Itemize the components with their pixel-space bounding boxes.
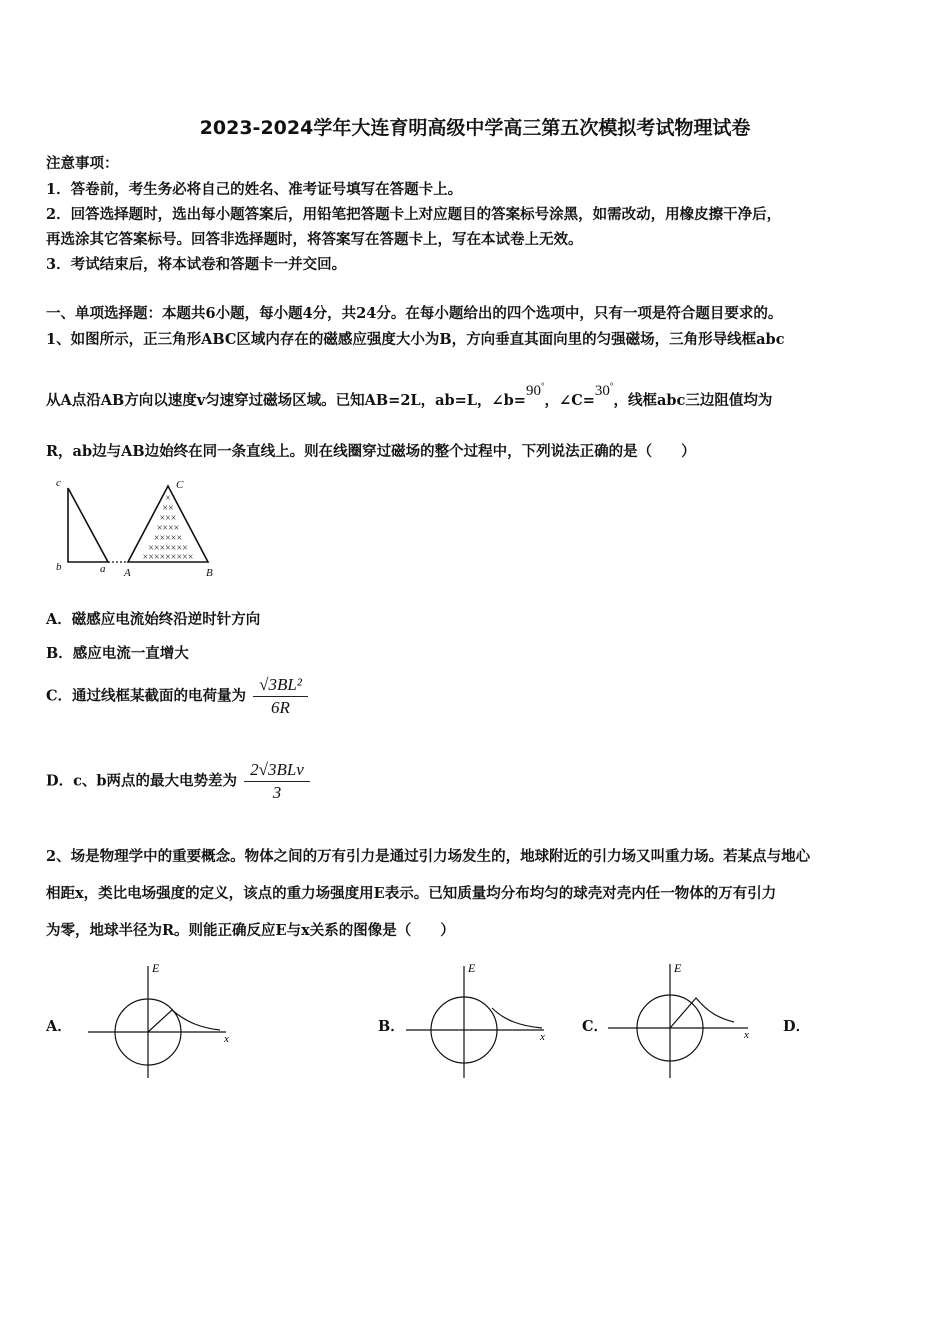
label-a: a xyxy=(100,563,106,575)
field-row: ××××× xyxy=(153,533,183,544)
fraction-denominator: 6R xyxy=(271,698,290,717)
fraction xyxy=(244,760,310,803)
q1-option-b: B．感应电流一直增大 xyxy=(46,645,189,662)
q2-stem-line2: 相距x，类比电场强度的定义，该点的重力场强度用E表示。已知质量均分布均匀的球壳对壳内任一物体的万有引力 xyxy=(46,885,777,902)
axis-label-e: E xyxy=(674,961,682,975)
label-A: A xyxy=(124,567,131,579)
option-c-label: C．通过线框某截面的电荷量为 xyxy=(46,687,247,705)
axis-label-x: x xyxy=(744,1029,749,1041)
page-title: 2023-2024学年大连育明高级中学高三第五次模拟考试物理试卷 xyxy=(199,117,751,139)
q1-option-c xyxy=(46,675,308,718)
q1-stem-text: 从A点沿AB方向以速度v匀速穿过磁场区域。已知AB=2L，ab=L，∠b= xyxy=(46,392,526,409)
graph-b xyxy=(404,958,554,1082)
fraction-numerator: √3BL² xyxy=(253,675,308,697)
curve xyxy=(492,1008,542,1028)
q2-option-c-label: C． xyxy=(582,1018,609,1035)
field-row: × xyxy=(165,493,171,504)
field-row: ××× xyxy=(159,513,177,524)
curve xyxy=(670,998,734,1028)
label-C: C xyxy=(176,479,184,491)
q2-option-d-label: D． xyxy=(783,1018,811,1035)
angle-b-value: 90 xyxy=(525,383,541,399)
option-d-label: D．c、b两点的最大电势差为 xyxy=(46,772,238,790)
q1-figure xyxy=(48,474,228,584)
notice-item: 再选涂其它答案标号。回答非选择题时，将答案写在答题卡上，写在本试卷上无效。 xyxy=(46,231,583,248)
q1-stem-line1: 1、如图所示，正三角形ABC区域内存在的磁感应强度大小为B，方向垂直其面向里的匀强磁场，三角形导线框abc xyxy=(46,331,785,348)
q1-stem-text: ，线框abc三边阻值均为 xyxy=(613,392,773,409)
fraction-numerator: 2√3BLv xyxy=(244,760,310,782)
section-heading: 一、单项选择题：本题共6小题，每小题4分，共24分。在每小题给出的四个选项中，只有一项是符合题目要求的。 xyxy=(46,305,783,322)
fraction-denominator: 3 xyxy=(272,783,282,802)
q1-stem-line2 xyxy=(46,381,773,410)
notice-heading: 注意事项： xyxy=(46,155,119,172)
notice-item: 1．答卷前，考生务必将自己的姓名、准考证号填写在答题卡上。 xyxy=(46,181,463,198)
label-c: c xyxy=(56,477,61,489)
field-row: ××××××× xyxy=(148,543,188,554)
label-B: B xyxy=(206,567,213,579)
field-row: ×××× xyxy=(156,523,180,534)
field-row: ×× xyxy=(162,503,174,514)
notice-item: 2．回答选择题时，选出每小题答案后，用铅笔把答题卡上对应题目的答案标号涂黑，如需改动，用橡皮擦干净后， xyxy=(46,206,782,223)
graph-a xyxy=(86,958,236,1082)
q1-stem-line3: R，ab边与AB边始终在同一条直线上。则在线圈穿过磁场的整个过程中，下列说法正确的是（ ） xyxy=(46,443,696,460)
q2-stem-line1: 2、场是物理学中的重要概念。物体之间的万有引力是通过引力场发生的，地球附近的引力场又叫重力场。若某点与地心 xyxy=(46,848,811,865)
angle-c-value: 30 xyxy=(594,383,610,399)
fraction xyxy=(253,675,308,718)
axis-label-e: E xyxy=(468,961,476,975)
axis-label-e: E xyxy=(152,961,160,975)
graph-c xyxy=(606,958,756,1082)
q1-stem-text: ，∠C= xyxy=(544,392,595,409)
degree-mark: ° xyxy=(540,381,545,391)
axis-label-x: x xyxy=(224,1033,229,1045)
degree-mark: ° xyxy=(609,381,614,391)
q1-option-a: A．磁感应电流始终沿逆时针方向 xyxy=(46,611,261,628)
curve xyxy=(148,1010,220,1032)
q2-option-a-label: A． xyxy=(46,1018,72,1035)
label-b: b xyxy=(56,561,62,573)
wire-frame-abc xyxy=(68,488,108,562)
q1-option-d xyxy=(46,760,310,803)
axis-label-x: x xyxy=(540,1031,545,1043)
q2-stem-line3: 为零，地球半径为R。则能正确反应E与x关系的图像是（ ） xyxy=(46,922,455,939)
field-row: ××××××××× xyxy=(142,552,194,563)
q2-option-b-label: B． xyxy=(378,1018,405,1035)
notice-item: 3．考试结束后，将本试卷和答题卡一并交回。 xyxy=(46,256,347,273)
